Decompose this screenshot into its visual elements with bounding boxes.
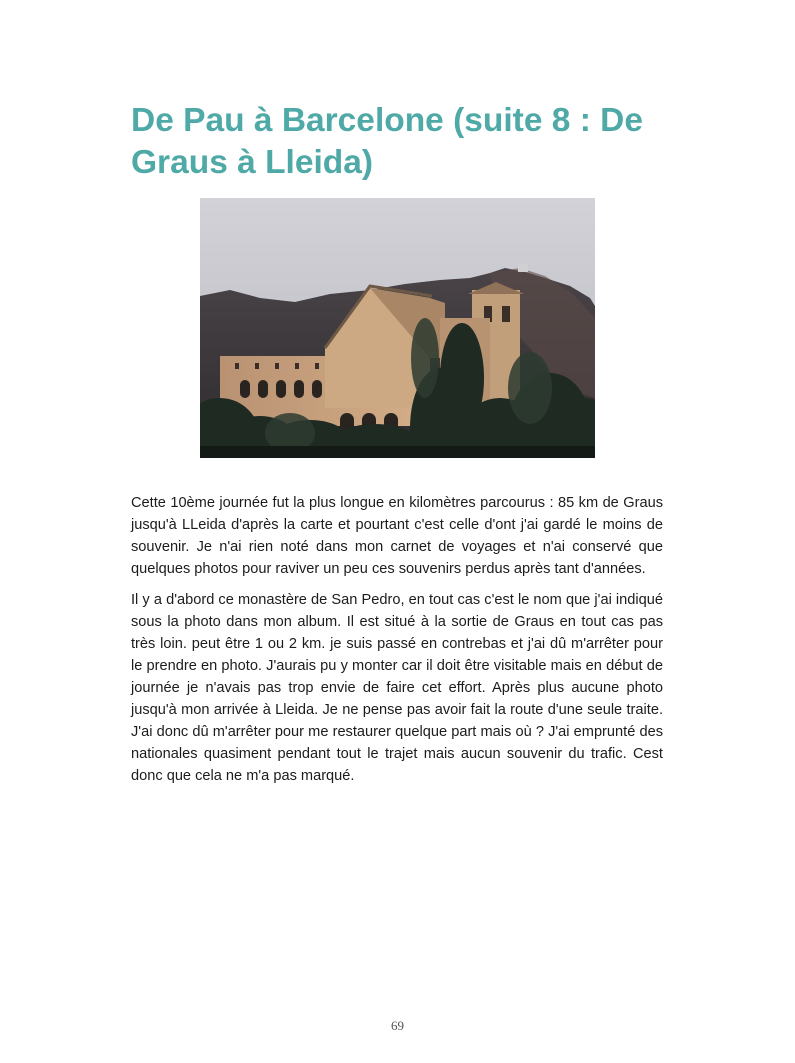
- page-title: De Pau à Barcelone (suite 8 : De Graus à Lleida): [131, 102, 643, 181]
- paragraph: Cette 10ème journée fut la plus longue en kilomètres parcourus : 85 km de Graus jusqu'à LLeida d'après la carte et pourtant c'est celle d'ont j'ai gardé le moins de souvenir. Je n'ai rien noté dans mon carnet de voyages et n'ai conservé que quelques photos pour raviver un peu ces souvenirs perdus après tant d'années.: [131, 495, 663, 577]
- paragraph: Il y a d'abord ce monastère de San Pedro, en tout cas c'est le nom que j'ai indiqué sous la photo dans mon album. Il est situé à la sortie de Graus en tout cas pas très loin. peut être 1 ou 2 km. je suis passé en contrebas et j'ai dû m'arrêter pour le prendre en photo. J'aurais pu y monter car il doit être visitable mais en début de journée je n'avais pas trop envie de faire cet effort. Après plus aucune photo jusqu'à mon arrivée à Lleida. Je ne pense pas avoir fait la route d'une seule traite. J'ai donc dû m'arrêter pour me restaurer quelque part mais où ? J'ai emprunté des nationales quasiment pendant tout le trajet mais aucun souvenir du trafic. Cest donc que cela ne m'a pas marqué.: [131, 592, 663, 784]
- body-text: [131, 492, 663, 796]
- page-number: 69: [391, 1018, 404, 1033]
- monastery-photo: [200, 198, 595, 458]
